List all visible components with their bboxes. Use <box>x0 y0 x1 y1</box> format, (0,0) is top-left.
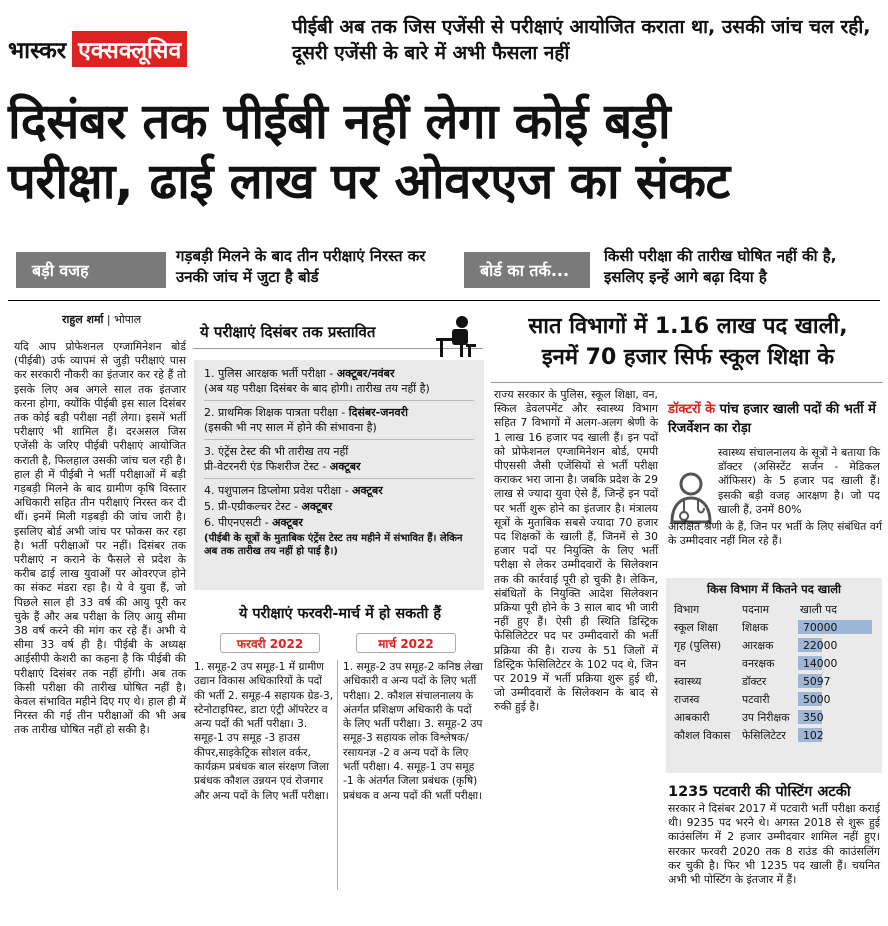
proposed-item <box>204 515 474 530</box>
proposed-item-sub: (अब यह परीक्षा दिसंबर के बाद होगी। तारीख तय नहीं है) <box>204 382 430 395</box>
table-cell: आरक्षक <box>741 638 774 652</box>
proposed-item-text: 5. प्री-एग्रीकल्चर टेस्ट - <box>204 500 302 513</box>
vacancies-rule <box>491 382 883 383</box>
proposed-item <box>204 405 474 435</box>
value-text: 5000 <box>803 692 831 706</box>
march-exams-list: 1. समूह-2 उप समूह-2 कनिष्ठ लेखा अधिकारी व अन्य पदों के लिए भर्ती परीक्षा। 2. कौशल संचालनालय के अंतर्गत प्रशिक्षण अधिकारी के पदों के लिए भर्ती परीक्षा। 3. समूह-2 उप समूह-3 सहायक लोक विश्लेषक/ रसायनज्ञ -2 व अन्य पदों के लिए भर्ती परीक्षा। 4. समूह-1 उप समूह -1 के अंतर्गत जिला प्रबंधक (कृषि) प्रबंधक व अन्य पदों की भर्ती परीक्षा। <box>343 661 483 802</box>
value-text: 70000 <box>803 620 838 634</box>
feb-exams-list: 1. समूह-2 उप समूह-1 में ग्रामीण उद्यान विकास अधिकारियों के पदों की भर्ती 2. समूह-4 सहायक ग्रेड-3, स्टेनोटाइपिस्ट, डाटा एंट्री ऑपरेटर व अन्य पदों की भर्ती परीक्षा। 3. समूह-1 उप समूह -3 हाउस कीपर,साइकेट्रिक सोशल वर्कर, कार्यक्रम प्रबंधक बाल संरक्षण जिला प्रबंधक कौशल उन्नयन एवं रोजगार और अन्य पदों के लिए भर्ती परीक्षा। <box>194 661 334 802</box>
proposed-exams-box <box>194 360 484 590</box>
vacancy-table-title: किस विभाग में कितने पद खाली <box>707 582 841 596</box>
reason-right-label: बोर्ड का तर्क... <box>464 252 590 288</box>
proposed-item <box>204 499 474 514</box>
doctors-text-2: आरक्षित श्रेणी के हैं, जिन पर भर्ती के लिए संबंधित वर्ग के उम्मीदवार नहीं मिल रहे हैं। <box>668 520 882 548</box>
value-text: 22000 <box>803 638 838 652</box>
proposed-item-text: 2. प्राथमिक शिक्षक पात्रता परीक्षा - <box>204 406 349 419</box>
byline-place: भोपाल <box>114 313 142 326</box>
table-cell: वन <box>674 656 686 670</box>
proposed-item-text: 3. एंट्रेंस टेस्ट की भी तारीख तय नहीं <box>204 445 349 458</box>
brand-tag: एक्सक्लूसिव <box>72 31 187 67</box>
patwari-body: सरकार ने दिसंबर 2017 में पटवारी भर्ती परीक्षा कराई थी। 9235 पद भरने थे। अगस्त 2018 से शुरू हुई काउंसलिंग में 2 हजार उम्मीदवार शामिल नहीं हुए। सरकार फरवरी 2020 तक 8 राउंड की काउंसलिंग कर चुकी है। फिर भी 1235 पद खाली हैं। चयनित अभी भी पोस्टिंग के इंतजार में हैं। <box>668 802 880 887</box>
proposed-note: (पीईबी के सूत्रों के मुताबिक एंट्रेंस टेस्ट तय महीने में संभावित हैं। लेकिन अब तक तारीख तय नहीं हो पाई है।) <box>204 533 463 557</box>
proposed-item-sub: (इसकी भी नए साल में होने की संभावना है) <box>204 421 377 434</box>
table-value-cell <box>798 618 876 636</box>
proposed-item-text: 6. पीएनएसटी - <box>204 516 273 529</box>
table-cell: डॉक्टर <box>741 674 767 688</box>
kicker-text: पीईबी अब तक जिस एजेंसी से परीक्षाएं आयोजित कराता था, उसकी जांच चल रही, दूसरी एजेंसी के बारे में अभी फैसला नहीं <box>292 16 871 64</box>
table-row <box>672 618 876 636</box>
section-divider <box>8 300 880 301</box>
vacancy-table <box>672 601 876 744</box>
table-cell: फेसिलिटेटर <box>741 728 786 742</box>
proposed-title: ये परीक्षाएं दिसंबर तक प्रस्तावित <box>200 323 376 341</box>
byline-author: राहुल शर्मा <box>62 313 104 326</box>
proposed-sep <box>204 400 474 401</box>
brand-name: भास्कर <box>8 38 67 64</box>
proposed-sep <box>204 439 474 440</box>
table-value-cell <box>798 654 876 672</box>
table-cell: पटवारी <box>741 692 770 706</box>
proposed-item-month: अक्टूबर/नवंबर <box>336 367 395 380</box>
headline <box>8 92 882 212</box>
student-desk-icon <box>432 314 480 362</box>
proposed-item-text: 1. पुलिस आरक्षक भर्ती परीक्षा - <box>204 367 337 380</box>
value-text: 350 <box>803 710 824 724</box>
table-row <box>672 654 876 672</box>
proposed-item <box>204 366 474 396</box>
patwari-title: 1235 पटवारी की पोस्टिंग अटकी <box>668 784 851 800</box>
proposed-item-month: अक्टूबर <box>352 484 383 497</box>
proposed-item-text: 4. पशुपालन डिप्लोमा प्रवेश परीक्षा - <box>204 484 353 497</box>
left-article-body: यदि आप प्रोफेशनल एग्जामिनेशन बोर्ड (पीईबी) उर्फ व्यापमं से जुड़ी परीक्षाएं पास कर सरकारी नौकरी का इंतजार कर रहे हैं तो इसके लिए अब अगले साल तक इंतजार करना होगा, क्योंकि पीईबी इस साल दिसंबर तक कोई बड़ी परीक्षा नहीं लेगा। इसमें भर्ती परीक्षाएं भी शामिल हैं। दरअसल जिस एजेंसी के जरिए पीईबी परीक्षाएं आयोजित कराती है, फिलहाल उसकी जांच चल रही है। हाल ही में पीईबी ने भर्ती परीक्षाओं में बड़ी गड़बड़ी मिलने के बाद ग्रामीण कृषि विस्तार अधिकारी सहित तीन परीक्षाएं निरस्त कर दी थीं। इनमें मिली गड़बड़ी की जांच जारी है। इसलिए बोर्ड अभी जांच पर फोकस कर रहा है। भर्ती परीक्षाओं पर नहीं। दिसंबर तक परीक्षाएं न कराने के फैसले से प्रदेश के करीब ढाई लाख युवाओं पर ओवरएज होने का संकट मंडरा रहा है। ये वे युवा हैं, जो पिछले साल ही 33 वर्ष की आयु पूरी कर चुके हैं और अब परीक्षा के लिए आयु सीमा 38 वर्ष करने की मांग कर रहे हैं। अभी ये सीमा 33 वर्ष ही है। पीईबी के अध्यक्ष आईसीपी केशरी का कहना है कि पीईबी की परीक्षाएं दिसंबर तक नहीं होंगी। अब तक किसी परीक्षा की तारीख घोषित नहीं है। केवल संभावित महीने दिए गए थे। हाल ही में निरस्त की गई तीन परीक्षाओं की भी अब तक तारीख घोषित नहीं हो सकी है। <box>14 340 186 737</box>
table-cell: गृह (पुलिस) <box>674 638 722 652</box>
vacancy-table-box <box>666 578 882 773</box>
vacancies-body: राज्य सरकार के पुलिस, स्कूल शिक्षा, वन, स्किल डेवलपमेंट और स्वास्थ्य विभाग सहित 7 विभागों में अलग-अलग श्रेणी के 1 लाख 16 हजार पद खाली हैं। इन पदों को प्रोफेशनल एग्जामिनेशन बोर्ड, एमपी पीएससी जैसी एजेंसियों से भर्ती परीक्षा कराकर भरा जाना है। जबकि प्रदेश के 29 लाख से ज्यादा युवा ऐसे हैं, जिन्हें इन पदों पर भर्ती शुरू होने का इंतजार है। मंत्रालय सूत्रों के मुताबिक सबसे ज्यादा 70 हजार पद शिक्षकों के खाली हैं, जिनमें से 30 हजार पदों पर नियुक्ति के लिए भर्ती परीक्षा से लेकर उम्मीदवारों के सिलेक्शन तक की कार्रवाई पूरी हो चुकी है। लेकिन, संबंधितों के नियुक्ति आदेश सिलेक्शन प्रक्रिया पूरी होने के 3 साल बाद भी जारी नहीं हुए हैं। ऐसी ही स्थिति डिस्ट्रिक फेसिलिटेटर पद पर उम्मीदवारों की भर्ती प्रक्रिया की है। राज्य के 51 जिलों में डिस्ट्रिक फेसिलिटेटर के 102 पद थे, जिन पर 2019 में भर्ती प्रक्रिया शुरू हुई थी, जो उम्मीदवारों के सिलेक्शन के बाद से रुकी हुई है। <box>494 388 658 714</box>
proposed-item-month: अक्टूबर <box>329 460 361 473</box>
vacancies-title <box>493 311 883 373</box>
column-divider <box>337 660 338 890</box>
doctors-title-rest: पांच हजार खाली पदों की भर्ती में रिजर्वेशन का रोड़ा <box>668 402 876 436</box>
value-text: 5097 <box>803 674 831 688</box>
table-header-row <box>672 601 876 618</box>
table-row <box>672 672 876 690</box>
vacancies-title-line-1: सात विभागों में 1.16 लाख पद खाली, <box>528 314 848 339</box>
table-row <box>672 708 876 726</box>
table-value-cell <box>798 726 876 744</box>
month-label-march: मार्च 2022 <box>356 633 456 653</box>
table-header: विभाग <box>674 603 700 616</box>
proposed-item <box>204 444 474 474</box>
table-cell: स्वास्थ्य <box>674 674 702 688</box>
table-cell: उप निरीक्षक <box>741 710 790 724</box>
value-text: 14000 <box>803 656 838 670</box>
table-row <box>672 636 876 654</box>
reason-left-text: गड़बड़ी मिलने के बाद तीन परीक्षाएं निरस्त कर उनकी जांच में जुटा है बोर्ड <box>176 247 426 286</box>
headline-line-1: दिसंबर तक पीईबी नहीं लेगा कोई बड़ी <box>8 93 671 150</box>
table-cell: राजस्व <box>674 692 700 706</box>
proposed-item-month: अक्टूबर <box>301 500 333 513</box>
headline-line-2: परीक्षा, ढाई लाख पर ओवरएज का संकट <box>8 153 730 210</box>
table-row <box>672 726 876 744</box>
table-row <box>672 690 876 708</box>
proposed-item <box>204 483 474 498</box>
byline: राहुल शर्मा | भोपाल <box>62 313 142 326</box>
table-value-cell <box>798 672 876 690</box>
table-value-cell <box>798 636 876 654</box>
doctors-text: स्वास्थ्य संचालनालय के सूत्रों ने बताया कि डॉक्टर (असिस्टेंट सर्जन - मेडिकल ऑफिसर) के 5 हजार पद खाली हैं। इसकी बड़ी वजह आरक्षण है। जो पद खाली हैं, उनमें 80% <box>718 446 880 516</box>
reason-left-label: बड़ी वजह <box>16 252 166 288</box>
proposed-sep <box>204 478 474 479</box>
feb-march-title: ये परीक्षाएं फरवरी-मार्च में हो सकती हैं <box>238 606 442 622</box>
proposed-item-month: दिसंबर-जनवरी <box>348 406 408 419</box>
proposed-item-month: अक्टूबर <box>272 516 303 529</box>
doctors-title-red: डॉक्टरों के <box>668 402 716 417</box>
reason-right-text: किसी परीक्षा की तारीख घोषित नहीं की है, इसलिए इन्हें आगे बढ़ा दिया है <box>604 247 837 286</box>
value-text: 102 <box>803 728 824 742</box>
vacancies-title-line-2: इनमें 70 हजार सिर्फ स्कूल शिक्षा के <box>541 345 835 370</box>
doctors-title <box>668 400 878 438</box>
table-cell: शिक्षक <box>741 620 769 634</box>
table-cell: वनरक्षक <box>741 656 775 670</box>
brand-logo <box>8 30 286 68</box>
table-cell: आबकारी <box>674 710 710 724</box>
table-value-cell <box>798 708 876 726</box>
table-value-cell <box>798 690 876 708</box>
table-header: खाली पद <box>800 603 838 616</box>
table-header: पदनाम <box>741 603 770 616</box>
table-cell: कौशल विकास <box>674 728 731 742</box>
table-cell: स्कूल शिक्षा <box>674 620 718 634</box>
proposed-item-text: प्री-वेटरनरी एंड फिशरीज टेस्ट - <box>204 460 330 473</box>
month-label-feb: फरवरी 2022 <box>220 633 320 653</box>
